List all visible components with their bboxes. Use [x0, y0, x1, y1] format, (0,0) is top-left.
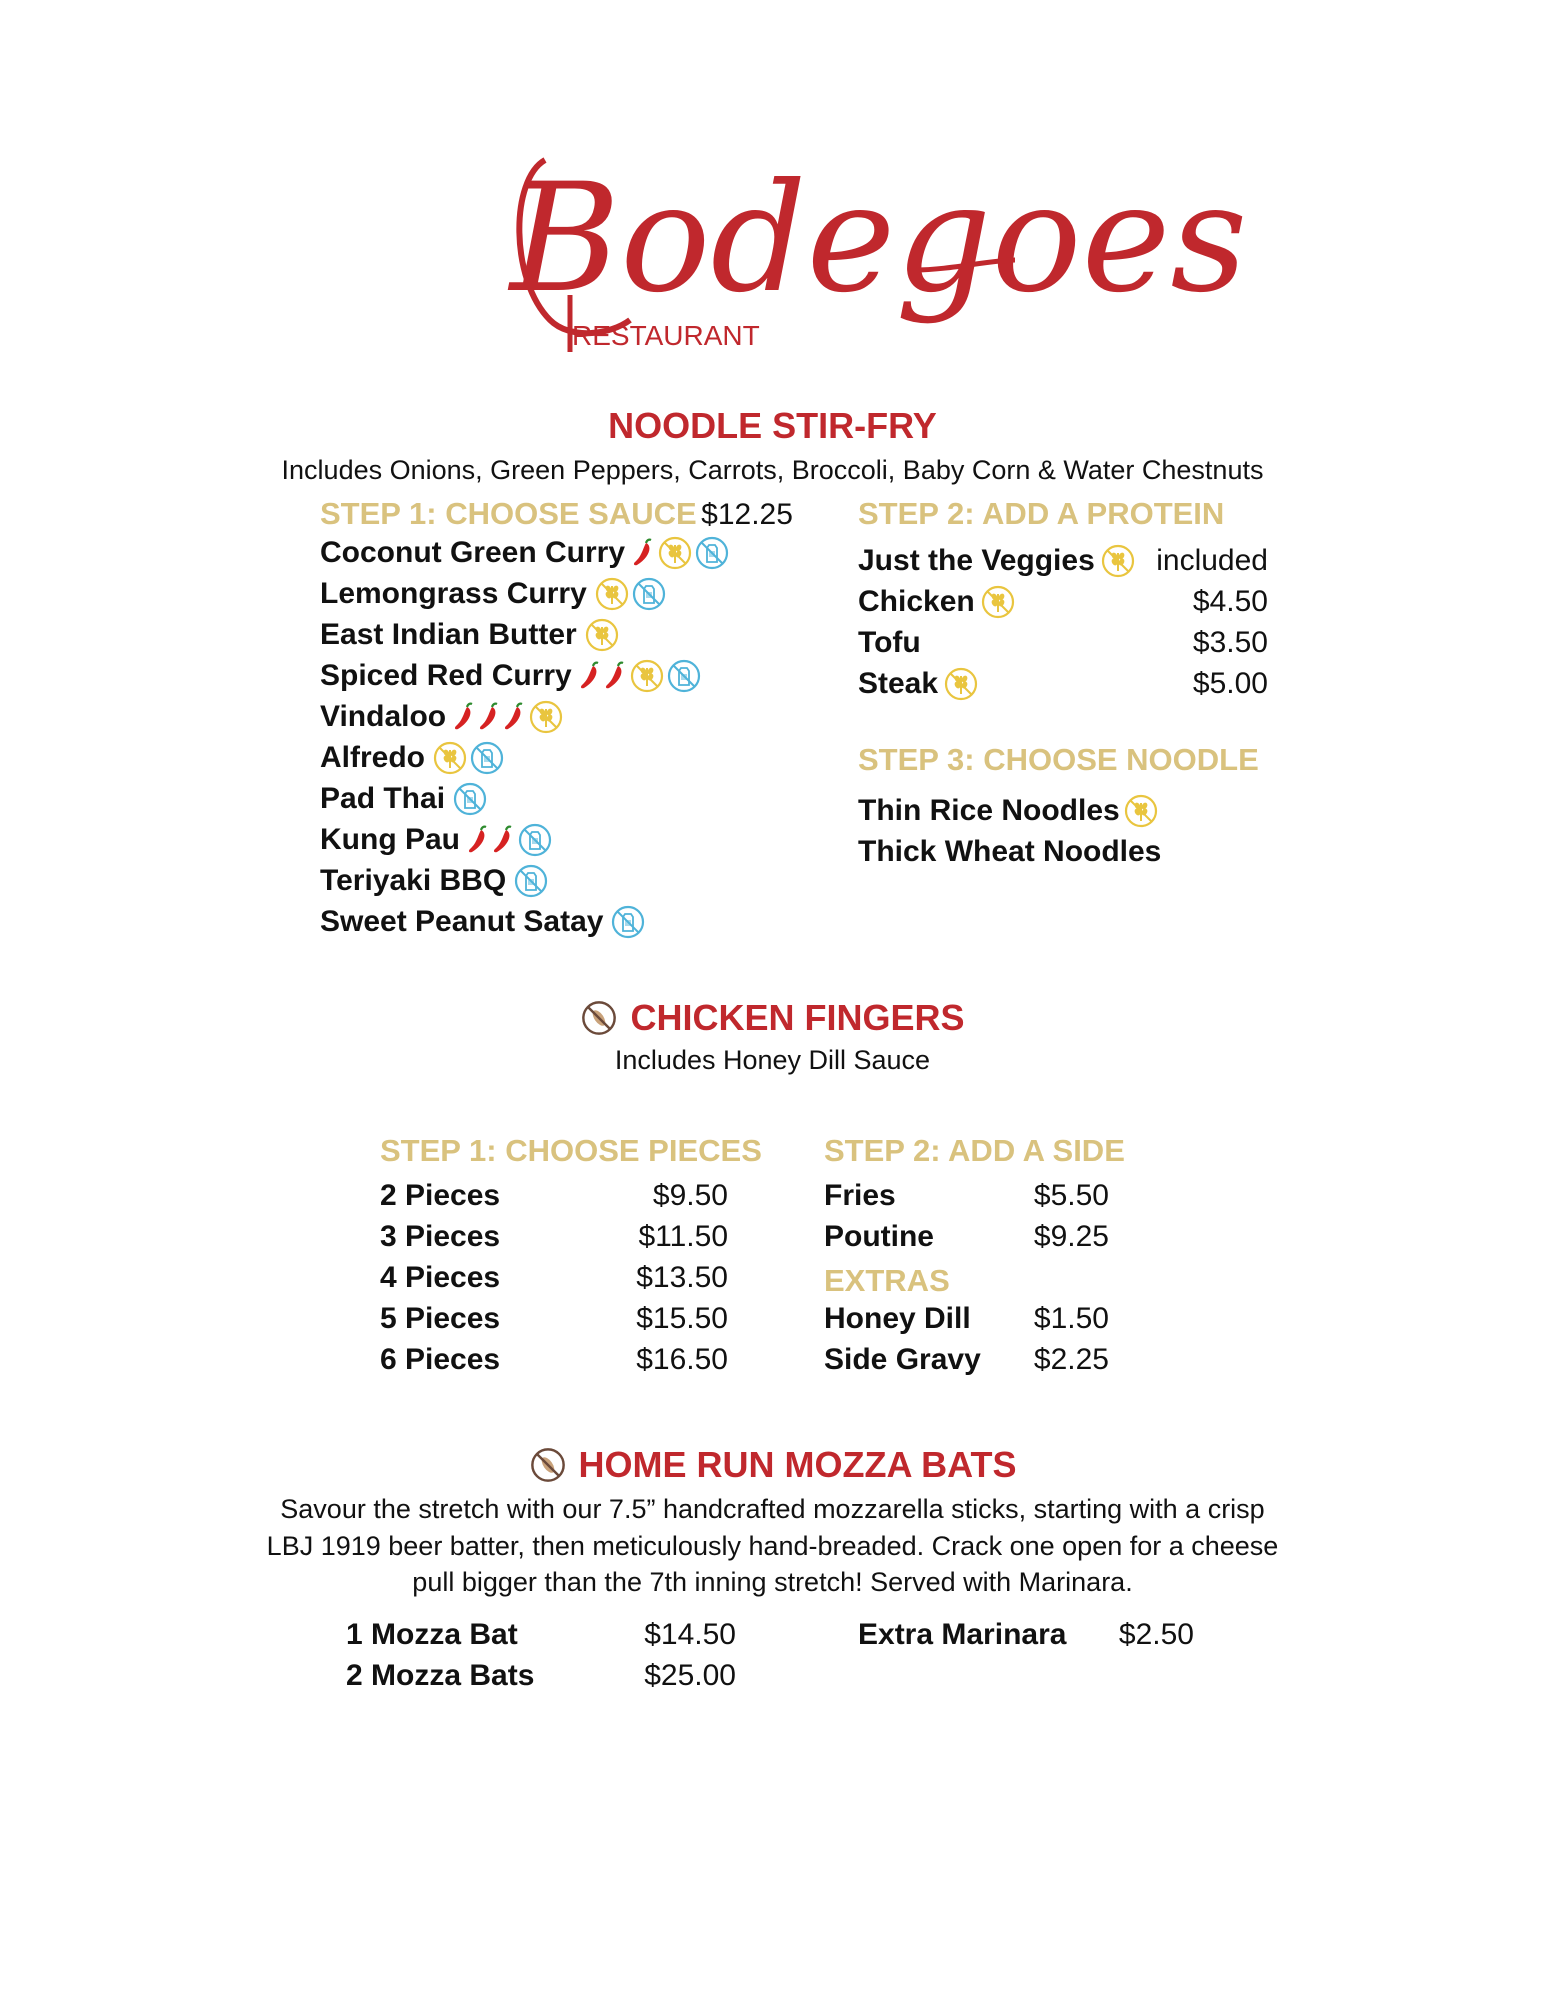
sauce-name: Coconut Green Curry — [320, 535, 626, 569]
sauce-icons — [595, 577, 666, 611]
protein-label — [858, 626, 921, 660]
protein-label — [858, 667, 978, 701]
protein-item — [858, 540, 1268, 581]
side-item-name: Fries — [824, 1178, 896, 1212]
dairy-free-icon — [514, 864, 548, 898]
noodle-item — [858, 790, 1161, 831]
pieces-item-price: $11.50 — [638, 1219, 728, 1253]
no-wheat-icon — [529, 1446, 567, 1484]
protein-name: Tofu — [858, 625, 921, 659]
noodle-step1-label: STEP 1: CHOOSE SAUCE — [320, 496, 697, 531]
protein-list — [858, 540, 1268, 704]
side-item — [824, 1216, 1109, 1257]
sauce-name: East Indian Butter — [320, 617, 577, 651]
protein-name: Steak — [858, 666, 939, 700]
mozza-item-price: $14.50 — [644, 1617, 736, 1651]
sauce-name: Spiced Red Curry — [320, 658, 572, 692]
sauce-icons — [468, 823, 552, 857]
protein-name: Just the Veggies — [858, 543, 1095, 577]
side-item-name: Poutine — [824, 1219, 934, 1253]
dairy-free-icon — [470, 741, 504, 775]
chicken-description: Includes Honey Dill Sauce — [614, 1045, 931, 1075]
sauce-icons — [611, 905, 645, 939]
sauce-icons — [433, 741, 504, 775]
mozza-list — [346, 1614, 736, 1696]
mozza-item-price: $25.00 — [644, 1658, 736, 1692]
protein-price: $5.00 — [1192, 666, 1268, 700]
gluten-free-icon — [1101, 544, 1135, 578]
sauce-name: Teriyaki BBQ — [320, 863, 507, 897]
side-item — [824, 1175, 1109, 1216]
protein-name: Chicken — [858, 584, 975, 618]
noodle-title: NOODLE STIR-FRY — [608, 405, 937, 446]
gluten-free-icon — [1124, 794, 1158, 828]
dairy-free-icon — [695, 536, 729, 570]
chili-pepper-icon — [578, 661, 602, 691]
no-wheat-icon — [580, 999, 618, 1037]
side-item-price: $5.50 — [1033, 1178, 1109, 1212]
sauce-item — [320, 532, 729, 573]
mozza-description-1: Savour the stretch with our 7.5” handcrafted mozzarella sticks, starting with a crisp — [280, 1494, 1265, 1524]
sauce-name: Alfredo — [320, 740, 425, 774]
mozza-title-row — [0, 1444, 1545, 1486]
sauce-item — [320, 819, 729, 860]
sauce-item — [320, 573, 729, 614]
chili-pepper-icon — [477, 702, 501, 732]
pieces-item-name: 4 Pieces — [380, 1260, 501, 1294]
sauce-icons — [453, 782, 487, 816]
sauce-item — [320, 696, 729, 737]
mozza-item — [346, 1655, 736, 1696]
sauce-item — [320, 901, 729, 942]
chicken-step2-label: STEP 2: ADD A SIDE — [824, 1133, 1125, 1168]
sauce-list — [320, 532, 729, 942]
dairy-free-icon — [611, 905, 645, 939]
pieces-item-name: 2 Pieces — [380, 1178, 501, 1212]
gluten-free-icon — [658, 536, 692, 570]
pieces-item-price: $16.50 — [636, 1342, 728, 1376]
mozza-item — [346, 1614, 736, 1655]
mozza-item-name: 1 Mozza Bat — [346, 1617, 518, 1651]
chili-pepper-icon — [466, 825, 490, 855]
extra-item — [824, 1298, 1109, 1339]
protein-item — [858, 581, 1268, 622]
extra-marinara-row — [858, 1614, 1194, 1655]
pieces-item — [380, 1216, 728, 1257]
mozza-title: HOME RUN MOZZA BATS — [578, 1444, 1017, 1485]
pieces-list — [380, 1175, 728, 1380]
noodle-name: Thin Rice Noodles — [858, 793, 1120, 827]
sauce-name: Pad Thai — [320, 781, 446, 815]
chicken-title-row — [0, 997, 1545, 1039]
sauce-icons — [454, 700, 563, 734]
extra-item-name: Side Gravy — [824, 1342, 981, 1376]
chicken-title: CHICKEN FINGERS — [630, 997, 965, 1038]
pieces-item-name: 6 Pieces — [380, 1342, 501, 1376]
mozza-description-2: LBJ 1919 beer batter, then meticulously hand-breaded. Crack one open for a cheese — [266, 1531, 1279, 1561]
noodle-step1-price: $12.25 — [701, 498, 793, 531]
chili-pepper-icon — [631, 538, 655, 568]
pieces-item — [380, 1298, 728, 1339]
sauce-icons — [633, 536, 729, 570]
dairy-free-icon — [667, 659, 701, 693]
noodle-step2-label: STEP 2: ADD A PROTEIN — [858, 496, 1225, 531]
chicken-step1-label: STEP 1: CHOOSE PIECES — [380, 1133, 762, 1168]
protein-label — [858, 585, 1015, 619]
extra-item-price: $2.25 — [1033, 1342, 1109, 1376]
protein-item — [858, 663, 1268, 704]
protein-price: $3.50 — [1192, 625, 1268, 659]
sauce-name: Sweet Peanut Satay — [320, 904, 604, 938]
protein-label — [858, 544, 1135, 578]
chili-pepper-icon — [502, 702, 526, 732]
chili-pepper-icon — [452, 702, 476, 732]
noodle-name: Thick Wheat Noodles — [858, 834, 1162, 868]
extra-marinara-name: Extra Marinara — [858, 1617, 1067, 1651]
restaurant-logo — [490, 120, 1248, 380]
side-list — [824, 1175, 1109, 1257]
gluten-free-icon — [981, 585, 1015, 619]
sauce-item — [320, 778, 729, 819]
protein-price: $4.50 — [1192, 584, 1268, 618]
pieces-item-price: $15.50 — [636, 1301, 728, 1335]
extra-item-price: $1.50 — [1033, 1301, 1109, 1335]
extra-item — [824, 1339, 1109, 1380]
gluten-free-icon — [630, 659, 664, 693]
pieces-item — [380, 1257, 728, 1298]
mozza-description-3: pull bigger than the 7th inning stretch! Served with Marinara. — [412, 1567, 1133, 1597]
protein-item — [858, 622, 1268, 663]
chili-pepper-icon — [603, 661, 627, 691]
sauce-item — [320, 860, 729, 901]
pieces-item-price: $13.50 — [636, 1260, 728, 1294]
sauce-icons — [514, 864, 548, 898]
sauce-item — [320, 655, 729, 696]
extras-list — [824, 1298, 1109, 1380]
sauce-item — [320, 614, 729, 655]
protein-price: included — [1156, 543, 1268, 577]
gluten-free-icon — [944, 667, 978, 701]
gluten-free-icon — [595, 577, 629, 611]
extra-marinara-price: $2.50 — [1118, 1617, 1194, 1651]
chili-pepper-icon — [491, 825, 515, 855]
noodle-item — [858, 831, 1161, 872]
pieces-item-name: 3 Pieces — [380, 1219, 501, 1253]
noodle-description: Includes Onions, Green Peppers, Carrots, Broccoli, Baby Corn & Water Chestnuts — [281, 455, 1264, 485]
noodle-step3-label: STEP 3: CHOOSE NOODLE — [858, 742, 1259, 777]
extras-label: EXTRAS — [824, 1263, 950, 1298]
sauce-item — [320, 737, 729, 778]
pieces-item — [380, 1339, 728, 1380]
sauce-name: Lemongrass Curry — [320, 576, 587, 610]
dairy-free-icon — [518, 823, 552, 857]
side-item-price: $9.25 — [1033, 1219, 1109, 1253]
noodle-step1-header — [320, 496, 793, 532]
gluten-free-icon — [529, 700, 563, 734]
extra-item-name: Honey Dill — [824, 1301, 971, 1335]
gluten-free-icon — [433, 741, 467, 775]
noodle-list — [858, 790, 1161, 872]
mozza-item-name: 2 Mozza Bats — [346, 1658, 535, 1692]
logo-script: Bodegoes — [510, 152, 1248, 326]
logo-subtitle: RESTAURANT — [572, 320, 760, 351]
sauce-name: Vindaloo — [320, 699, 447, 733]
sauce-icons — [580, 659, 701, 693]
pieces-item — [380, 1175, 728, 1216]
dairy-free-icon — [632, 577, 666, 611]
dairy-free-icon — [453, 782, 487, 816]
gluten-free-icon — [585, 618, 619, 652]
sauce-name: Kung Pau — [320, 822, 460, 856]
sauce-icons — [585, 618, 619, 652]
pieces-item-price: $9.50 — [652, 1178, 728, 1212]
pieces-item-name: 5 Pieces — [380, 1301, 501, 1335]
